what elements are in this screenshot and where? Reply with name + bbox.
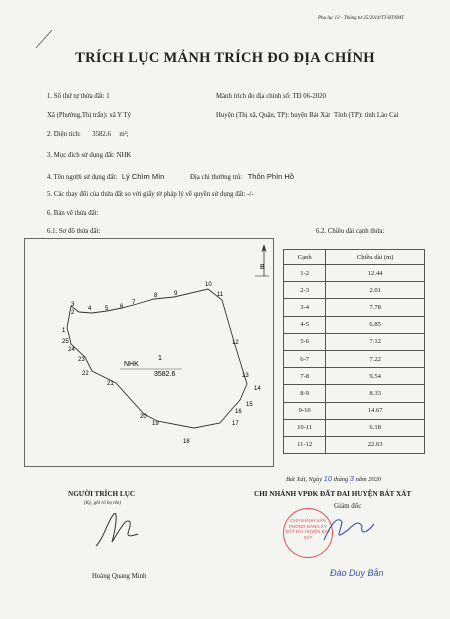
edge-length-cell: 22.63 (326, 436, 425, 453)
changes-row (47, 191, 254, 198)
edge-name-cell: 10-11 (284, 419, 326, 436)
table-row (284, 282, 425, 299)
edge-length-cell: 2.01 (326, 282, 425, 299)
area-value: 3582.6 (92, 131, 111, 138)
edge-length-cell: 12.44 (326, 265, 425, 282)
vertex-label: 21 (107, 381, 114, 387)
vertex-label: 12 (232, 340, 239, 346)
owner-label: 4. Tên người sử dụng đất: (47, 174, 118, 181)
page-title: TRÍCH LỤC MẢNH TRÍCH ĐO ĐỊA CHÍNH (75, 50, 375, 66)
vertex-label: 5 (105, 306, 109, 312)
table-row (284, 333, 425, 350)
purpose-label: 3. Mục đích sử dụng đất: (47, 152, 115, 159)
vertex-label: 19 (152, 421, 159, 427)
area-label: 2. Diện tích: (47, 131, 81, 138)
parcel-area-label: 3582.6 (154, 371, 176, 378)
address-value: Thôn Phìn Hồ (247, 172, 294, 181)
director-name: Đào Duy Bằn (330, 568, 384, 578)
date-month: 3 (349, 474, 354, 483)
vertex-label: 14 (254, 386, 261, 392)
edge-length-cell: 8.33 (326, 385, 425, 402)
vertex-label: 10 (205, 282, 212, 288)
edges-header-edge: Cạnh (284, 250, 326, 265)
changes-value: -/- (247, 191, 254, 198)
edge-name-cell: 7-8 (284, 368, 326, 385)
owner-value: Lý Chìm Mìn (121, 172, 165, 181)
extractor-name: Hoàng Quang Minh (92, 573, 147, 580)
corner-mark (34, 28, 54, 50)
edge-length-cell: 7.12 (326, 333, 425, 350)
parcel-sketch (24, 238, 272, 465)
vertex-label: 6 (120, 304, 124, 310)
edge-length-cell: 14.67 (326, 402, 425, 419)
edge-length-cell: 9.54 (326, 368, 425, 385)
extractor-role: NGƯỜI TRÍCH LỤC (68, 490, 136, 498)
map-number-label: Mảnh trích đo địa chính số: (216, 93, 291, 100)
vertex-label: 2 (71, 310, 75, 316)
table-row (284, 299, 425, 316)
province-row (334, 112, 399, 119)
edge-name-cell: 2-3 (284, 282, 326, 299)
vertex-labels (62, 282, 261, 445)
table-row (284, 385, 425, 402)
north-arrow (255, 244, 269, 276)
edge-name-cell: 1-2 (284, 265, 326, 282)
vertex-label: 18 (183, 439, 190, 445)
vertex-label: 25 (62, 339, 69, 345)
edge-name-cell: 5-6 (284, 333, 326, 350)
area-unit: m²; (119, 131, 129, 138)
director-signature (318, 512, 378, 546)
vertex-label: 15 (246, 402, 253, 408)
province-value: tỉnh Lào Cai (364, 112, 399, 119)
table-row (284, 419, 425, 436)
edge-length-cell: 6.18 (326, 419, 425, 436)
area-row (47, 131, 129, 138)
vertex-label: 22 (82, 371, 89, 377)
edge-length-cell: 7.22 (326, 350, 425, 367)
purpose-row (47, 152, 131, 159)
parcel-number-value: 1 (106, 93, 110, 100)
extractor-signature (92, 508, 142, 550)
changes-label: 5. Các thay đổi của thửa đất so với giấy tờ pháp lý về quyền sử dụng đất: (47, 191, 246, 198)
map-section-label: 6. Bản vẽ thửa đất: (47, 210, 99, 217)
edge-name-cell: 8-9 (284, 385, 326, 402)
vertex-label: 3 (71, 302, 75, 308)
vertex-label: 1 (62, 328, 66, 334)
edges-header-length: Chiều dài (m) (326, 250, 425, 265)
director-role: Giám đốc (334, 502, 362, 510)
province-label: Tỉnh (TP): (334, 112, 363, 119)
district-label: Huyện (Thị xã, Quận, TP): (216, 112, 290, 119)
parcel-number-row (47, 93, 110, 100)
vertex-label: 4 (88, 306, 92, 312)
vertex-label: 20 (140, 414, 147, 420)
table-row (284, 265, 425, 282)
vertex-label: 23 (78, 357, 85, 363)
vertex-label: 17 (232, 421, 239, 427)
address-row (190, 172, 294, 181)
table-row (284, 402, 425, 419)
regulation-note: Phụ lục 13 - Thông tư 25/2014/TT-BTNMT (318, 16, 404, 21)
vertex-label: 7 (132, 300, 136, 306)
vertex-label: 16 (235, 409, 242, 415)
extractor-note: (Ký, ghi rõ họ tên) (84, 501, 122, 506)
date-day: 10 (323, 474, 332, 483)
parcel-boundary (67, 289, 247, 428)
table-row (284, 436, 425, 453)
vertex-label: 9 (174, 291, 178, 297)
vertex-label: 24 (68, 347, 75, 353)
commune-row (47, 112, 131, 119)
table-row (284, 316, 425, 333)
address-label: Địa chỉ thường trú: (190, 174, 243, 181)
table-row (284, 368, 425, 385)
vertex-label: 8 (154, 293, 158, 299)
vertex-label: 13 (242, 373, 249, 379)
purpose-value: NHK (116, 152, 132, 159)
district-row (216, 112, 330, 119)
owner-row (47, 172, 164, 181)
edge-name-cell: 6-7 (284, 350, 326, 367)
office-name: CHI NHÁNH VPĐK ĐẤT ĐAI HUYỆN BÁT XÁT (254, 490, 412, 498)
commune-value: xã Y Tý (109, 112, 132, 119)
edge-length-cell: 6.85 (326, 316, 425, 333)
land-type-label: NHK (124, 361, 139, 368)
north-label: B (260, 264, 265, 271)
edges-body (284, 265, 425, 454)
edges-label: 6.2. Chiều dài cạnh thửa: (316, 228, 385, 235)
edge-name-cell: 4-5 (284, 316, 326, 333)
parcel-number-label: 1 (158, 355, 162, 362)
edge-name-cell: 11-12 (284, 436, 326, 453)
edge-length-cell: 7.78 (326, 299, 425, 316)
commune-label: Xã (Phường,Thị trấn): (47, 112, 108, 119)
sketch-label: 6.1. Sơ đồ thửa đất: (47, 228, 101, 235)
map-number-row (216, 93, 326, 100)
map-number-value: TĐ 06-2020 (292, 93, 326, 100)
office-stamp: CHI NHÁNH VĂN PHÒNG ĐĂNG KÝ ĐẤT ĐAI HUYỆN BÁT XÁT (283, 508, 333, 558)
parcel-number-label: 1. Số thứ tự thửa đất: (47, 93, 105, 100)
issue-date: Bát Xát, Ngày 10 tháng 3 năm 2020 (286, 474, 381, 483)
district-value: huyện Bát Xát (290, 112, 331, 119)
table-row (284, 350, 425, 367)
vertex-label: 11 (217, 292, 224, 298)
edge-name-cell: 9-10 (284, 402, 326, 419)
edge-name-cell: 3-4 (284, 299, 326, 316)
edges-table (283, 249, 425, 454)
